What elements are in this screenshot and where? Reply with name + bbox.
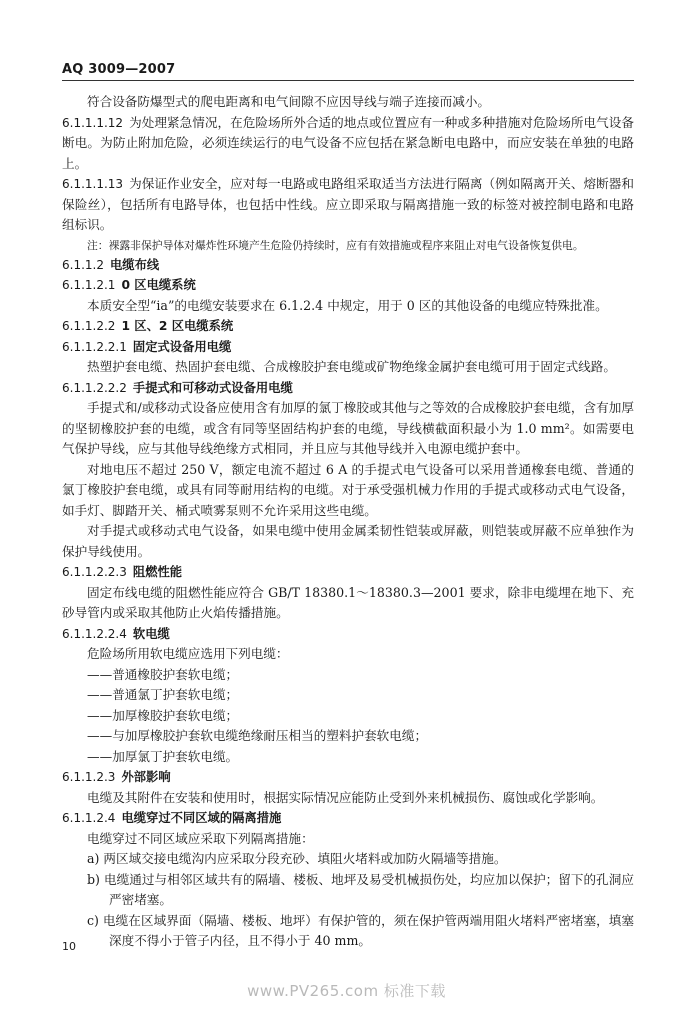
paragraph: 手提式和/或移动式设备应使用含有加厚的氯丁橡胶或其他与之等效的合成橡胶护套电缆，含有加厚的坚韧橡胶护套的电缆，或含有同等坚固结构护套的电缆，导线横截面积最小为 1.0 mm²。如需要电气保护导线，应与其他导线绝缘方式相同，并且应与其他导线并入电源电缆护套中。	[62, 400, 634, 456]
list-item: ——加厚氯丁护套软电缆。	[87, 748, 239, 764]
clause-number: 6.1.1.2.3	[62, 770, 116, 784]
list-item: ——与加厚橡胶护套软电缆绝缘耐压相当的塑料护套软电缆；	[87, 728, 428, 743]
watermark: www.PV265.com 标准下载	[247, 982, 446, 1000]
paragraph: 电缆及其附件在安装和使用时，根据实际情况应能防止受到外来机械损伤、腐蚀或化学影响。	[87, 789, 604, 805]
paragraph: 电缆穿过不同区域应采取下列隔离措施：	[87, 830, 314, 846]
list-item: ——普通氯丁护套软电缆；	[87, 687, 239, 702]
clause-text: 为处理紧急情况，在危险场所外合适的地点或位置应有一种或多种措施对危险场所电气设备断电。为防止附加危险，必须连续运行的电气设备不应包括在紧急断电电路中，而应安装在单独的电路上。	[62, 114, 634, 171]
paragraph: 固定布线电缆的阻燃性能应符合 GB/T 18380.1～18380.3—2001 要求，除非电缆埋在地下、充砂导管内或采取其他防止火焰传播措施。	[62, 584, 634, 620]
clause-number: 6.1.1.2.2	[62, 319, 116, 333]
paragraph: 热塑护套电缆、热固护套电缆、合成橡胶护套电缆或矿物绝缘金属护套电缆可用于固定式线路。	[87, 359, 616, 374]
paragraph: 对手提式或移动式电气设备，如果电缆中使用金属柔韧性铠装或屏蔽，则铠装或屏蔽不应单独作为保护导线使用。	[62, 523, 634, 559]
section-heading	[62, 316, 634, 337]
clause-number: 6.1.1.2.2.4	[62, 626, 127, 641]
clause-number: 6.1.1.2.2.3	[62, 565, 127, 579]
section-title: 手提式和可移动式设备用电缆	[132, 380, 293, 395]
clause-number: 6.1.1.2.2.1	[62, 339, 127, 354]
clause-number: 6.1.1.1.12	[62, 115, 124, 130]
section-title: 电缆穿过不同区域的隔离措施	[121, 811, 282, 825]
section-title: 外部影响	[121, 770, 171, 784]
paragraph: 本质安全型“ia”的电缆安装要求在 6.1.2.4 中规定，用于 0 区的其他设备的电缆应特殊批准。	[87, 297, 608, 313]
paragraph: 符合设备防爆型式的爬电距离和电气间隙不应因导线与端子连接而减小。	[87, 94, 490, 109]
section-title: 0 区电缆系统	[121, 278, 196, 292]
list-item: a) 两区域交接电缆沟内应采取分段充砂、填阻火堵料或加防火隔墙等措施。	[87, 851, 507, 866]
section-heading	[62, 562, 634, 583]
section-title: 固定式设备用电缆	[132, 339, 232, 354]
clause-number: 6.1.1.2.2.2	[62, 380, 127, 395]
clause-number: 6.1.1.1.13	[62, 177, 124, 191]
list-item: c) 电缆在区域界面（隔墙、楼板、地坪）有保护管的，须在保护管两端用阻火堵料严密堵塞，填塞深度不得小于管子内径，且不得小于 40 mm。	[87, 912, 634, 948]
clause-6-1-1-1-13	[62, 174, 634, 236]
section-heading	[62, 275, 634, 296]
section-heading	[62, 808, 634, 829]
document-body	[62, 92, 634, 952]
clause-number: 6.1.1.2.1	[62, 278, 116, 292]
clause-6-1-1-1-12	[62, 113, 634, 175]
section-title: 软电缆	[132, 626, 170, 641]
section-heading	[62, 624, 634, 645]
section-title: 电缆布线	[109, 257, 160, 272]
list-item: ——加厚橡胶护套软电缆；	[87, 707, 239, 723]
clause-text: 为保证作业安全，应对每一电路或电路组采取适当方法进行隔离（例如隔离开关、熔断器和保险丝），包括所有电路导体，也包括中性线。应立即采取与隔离措施一致的标签对被控制电路和电路组标识。	[62, 176, 634, 232]
list-item: b) 电缆通过与相邻区域共有的隔墙、楼板、地坪及易受机械损伤处，均应加以保护；留下的孔洞应严密堵塞。	[87, 871, 634, 907]
note: 注：裸露非保护导体对爆炸性环境产生危险仍持续时，应有有效措施或程序来阻止对电气设备恢复供电。	[87, 238, 584, 252]
page-number: 10	[62, 940, 76, 953]
list-item: ——普通橡胶护套软电缆；	[87, 666, 239, 682]
section-heading	[62, 255, 634, 276]
header-rule	[62, 80, 634, 81]
section-heading	[62, 337, 634, 358]
section-heading	[62, 767, 634, 788]
paragraph: 危险场所用软电缆应选用下列电缆：	[87, 646, 289, 661]
paragraph: 对地电压不超过 250 V，额定电流不超过 6 A 的手提式电气设备可以采用普通橡套电缆、普通的氯丁橡胶护套电缆，或具有同等耐用结构的电缆。对于承受强机械力作用的手提式或移动式电气设备，如手灯、脚踏开关、桶式喷雾泵则不允许采用这些电缆。	[62, 461, 634, 518]
standard-code: AQ 3009—2007	[62, 62, 176, 77]
clause-number: 6.1.1.2.4	[62, 811, 116, 825]
section-heading	[62, 378, 634, 399]
section-title: 阻燃性能	[132, 565, 183, 579]
section-title: 1 区、2 区电缆系统	[121, 319, 234, 333]
clause-number: 6.1.1.2	[62, 257, 104, 272]
